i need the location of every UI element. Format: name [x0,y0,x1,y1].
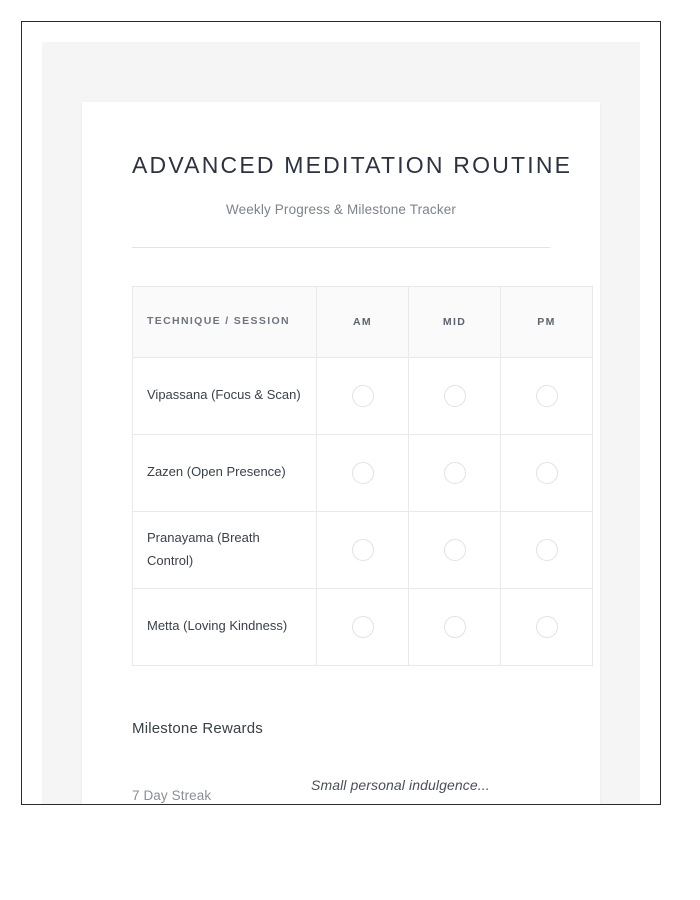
session-cell-mid[interactable] [409,434,501,511]
session-cell-mid[interactable] [409,588,501,665]
technique-name: Zazen (Open Presence) [133,434,317,511]
session-cell-am[interactable] [317,588,409,665]
session-cell-am[interactable] [317,511,409,588]
session-cell-pm[interactable] [501,588,593,665]
page-title: ADVANCED MEDITATION ROUTINE [132,152,573,178]
session-cell-pm[interactable] [501,511,593,588]
table-header [133,286,593,357]
worksheet-card [82,102,600,805]
technique-name: Pranayama (Breath Control) [133,511,317,588]
reward-row [132,777,550,805]
milestone-rewards-heading: Milestone Rewards [132,719,263,737]
unchecked-circle-icon[interactable] [536,385,558,407]
reward-streak-label: 7 Day Streak [132,787,212,803]
header-divider [132,247,550,248]
table-body [133,357,593,665]
unchecked-circle-icon[interactable] [444,616,466,638]
unchecked-circle-icon[interactable] [352,462,374,484]
unchecked-circle-icon[interactable] [352,539,374,561]
unchecked-circle-icon[interactable] [536,616,558,638]
column-header-pm: PM [501,286,593,357]
page-subtitle: Weekly Progress & Milestone Tracker [225,201,457,217]
browser-viewport-frame [21,21,661,805]
unchecked-circle-icon[interactable] [444,539,466,561]
table-header-row [133,286,593,357]
table-row [133,357,593,434]
column-header-mid: MID [409,286,501,357]
table-row [133,511,593,588]
session-cell-mid[interactable] [409,357,501,434]
worksheet-content [82,102,600,805]
column-header-technique: TECHNIQUE / SESSION [133,286,317,357]
reward-value-field[interactable] [306,777,550,805]
session-cell-pm[interactable] [501,434,593,511]
unchecked-circle-icon[interactable] [352,616,374,638]
technique-name: Vipassana (Focus & Scan) [133,357,317,434]
reward-value-text[interactable]: Small personal indulgence... [311,776,490,793]
table-row [133,588,593,665]
column-header-am: AM [317,286,409,357]
unchecked-circle-icon[interactable] [444,462,466,484]
unchecked-circle-icon[interactable] [536,462,558,484]
unchecked-circle-icon[interactable] [536,539,558,561]
session-cell-am[interactable] [317,357,409,434]
table-row [133,434,593,511]
session-cell-mid[interactable] [409,511,501,588]
technique-name: Metta (Loving Kindness) [133,588,317,665]
unchecked-circle-icon[interactable] [352,385,374,407]
meditation-tracker-table [132,286,593,666]
session-cell-pm[interactable] [501,357,593,434]
unchecked-circle-icon[interactable] [444,385,466,407]
page-backdrop [42,42,640,805]
session-cell-am[interactable] [317,434,409,511]
